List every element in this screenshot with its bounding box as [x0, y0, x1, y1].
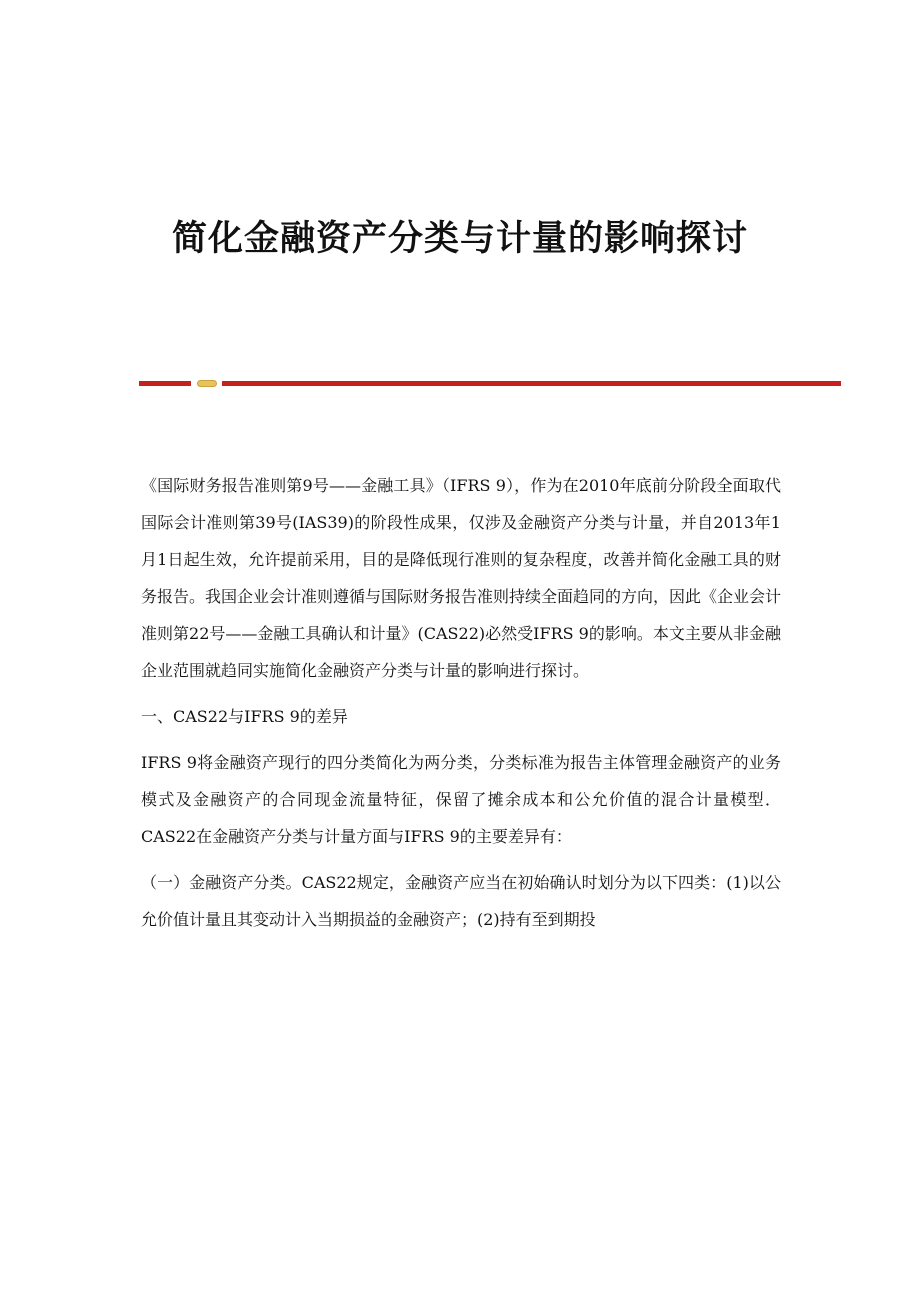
section-heading: 一、CAS22与IFRS 9的差异: [141, 707, 348, 726]
intro-paragraph: 《国际财务报告准则第9号——金融工具》（IFRS 9），作为在2010年底前分阶段全面取代国际会计准则第39号(IAS39)的阶段性成果，仅涉及金融资产分类与计量，并自2013年1月1日起生效，允许提前采用，目的是降低现行准则的复杂程度，改善并简化金融工具的财务报告。我国企业会计准则遵循与国际财务报告准则持续全面趋同的方向，因此《企业会计准则第22号——金融工具确认和计量》(CAS22)必然受IFRS 9的影响。本文主要从非金融企业范围就趋同实施简化金融资产分类与计量的影响进行探讨。: [141, 476, 782, 680]
document-title: 简化金融资产分类与计量的影响探讨: [171, 219, 748, 259]
document-body: [141, 467, 781, 938]
classification-paragraph: （一）金融资产分类。CAS22规定，金融资产应当在初始确认时划分为以下四类：(1)以公允价值计量且其变动计入当期损益的金融资产；(2)持有至到期投: [141, 873, 781, 929]
differences-paragraph: IFRS 9将金融资产现行的四分类简化为两分类，分类标准为报告主体管理金融资产的业务模式及金融资产的合同现金流量特征，保留了摊余成本和公允价值的混合计量模型．CAS22在金融资产分类与计量方面与IFRS 9的主要差异有：: [141, 753, 781, 846]
divider-right-segment: [222, 381, 841, 386]
title-divider: [139, 381, 841, 386]
divider-ornament-icon: [197, 380, 217, 387]
divider-left-segment: [139, 381, 191, 386]
